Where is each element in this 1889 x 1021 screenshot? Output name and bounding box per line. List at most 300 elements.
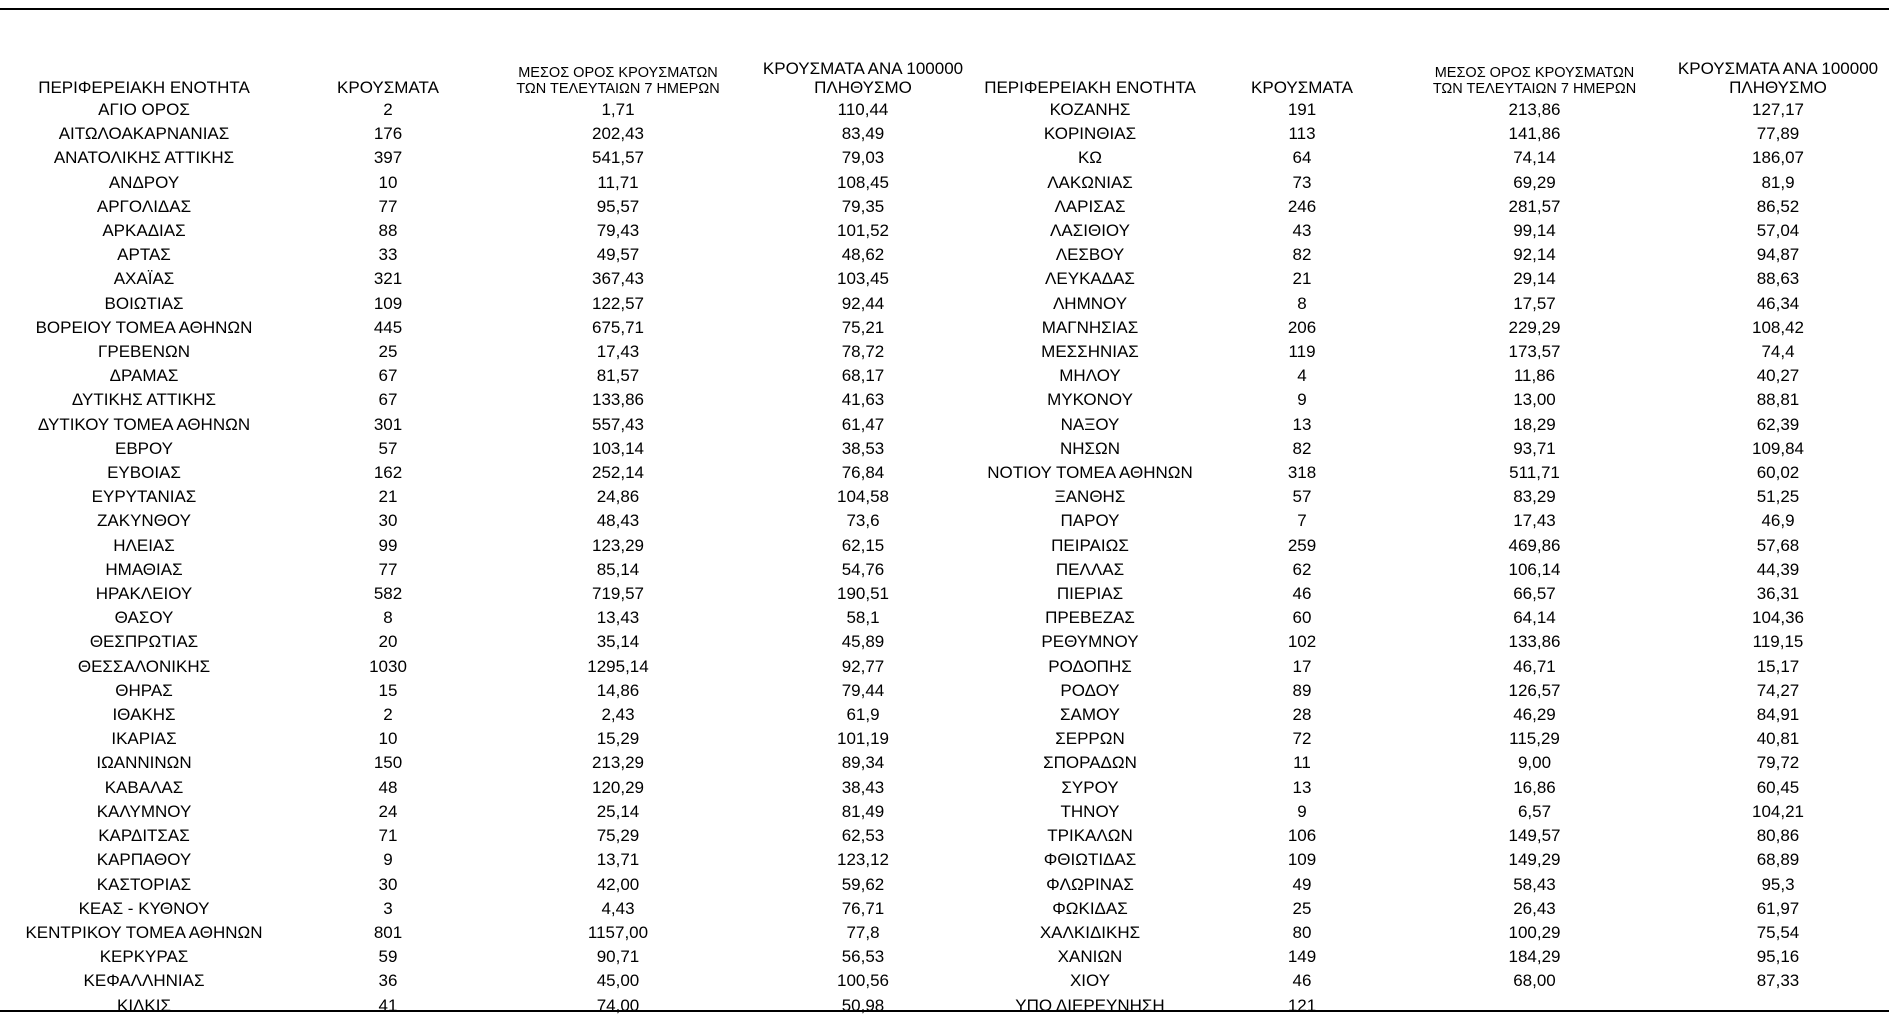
cases-cell-left: 99 [378,535,398,555]
region-cell-left: ΚΑΡΠΑΘΟΥ [96,850,192,870]
region-cell-right: ΧΑΝΙΩΝ [1057,947,1123,967]
avg7-cell-left: 11,71 [597,172,639,192]
avg7-cell-right: 11,86 [1513,366,1556,386]
per100k-cell-right: 127,17 [1752,100,1804,119]
per100k-cell-right: 79,72 [1756,753,1800,773]
region-cell-right: ΛΕΥΚΑΔΑΣ [1045,269,1135,289]
cases-cell-left: 9 [383,850,393,870]
region-cell-left: ΑΧΑΪΑΣ [113,269,175,289]
regional-cases-table [0,50,1889,1018]
per100k-cell-left: 123,12 [837,850,889,870]
per100k-cell-right: 81,9 [1761,172,1795,192]
header-per100k-right: ΚΡΟΥΣΜΑΤΑ ΑΝΑ 100000 ΠΛΗΘΥΣΜΟ [1677,58,1879,98]
table-row [0,292,1889,316]
per100k-cell-right: 94,87 [1756,245,1800,265]
table-row [0,388,1889,412]
per100k-cell-left: 92,77 [841,656,885,676]
per100k-cell-left: 59,62 [841,874,885,894]
table-row [0,316,1889,340]
per100k-cell-right: 40,27 [1756,366,1800,386]
per100k-cell-right: 44,39 [1756,559,1800,579]
cases-cell-right: 109 [1287,850,1317,870]
cases-cell-left: 36 [378,971,398,991]
region-cell-left: ΚΕΝΤΡΙΚΟΥ ΤΟΜΕΑ ΑΘΗΝΩΝ [25,922,263,942]
per100k-cell-right [1667,994,1889,1018]
bottom-border-line [0,1010,1889,1012]
per100k-cell-left: 56,53 [841,947,885,967]
table-row [0,558,1889,582]
table-row [0,800,1889,824]
table-row [0,776,1889,800]
cases-cell-right: 191 [1287,100,1317,119]
avg7-cell-right: 93,71 [1513,438,1556,458]
per100k-cell-right: 36,31 [1756,584,1800,604]
cases-cell-right: 119 [1288,342,1316,362]
cases-cell-left: 48 [378,777,398,797]
cases-cell-left: 10 [378,729,398,749]
per100k-cell-right: 119,15 [1752,632,1804,652]
header-cases-left: ΚΡΟΥΣΜΑΤΑ [337,78,439,98]
per100k-cell-right: 57,68 [1756,535,1800,555]
per100k-cell-right: 109,84 [1752,438,1804,458]
table-row [0,703,1889,727]
avg7-cell-right: 68,00 [1513,971,1556,991]
cases-cell-left: 582 [373,584,403,604]
per100k-cell-left: 83,49 [841,124,885,144]
cases-cell-right: 259 [1287,535,1317,555]
cases-cell-left: 67 [378,390,398,410]
per100k-cell-right: 108,42 [1752,317,1804,337]
avg7-cell-right: 17,43 [1513,511,1556,531]
table-row [0,679,1889,703]
cases-cell-left: 71 [378,826,398,846]
region-cell-right: ΛΑΡΙΣΑΣ [1054,196,1126,216]
cases-cell-right: 106 [1287,826,1317,846]
cases-cell-left: 1030 [369,656,407,676]
avg7-cell-left: 17,43 [596,342,640,362]
region-cell-right: ΣΠΟΡΑΔΩΝ [1043,753,1137,773]
avg7-cell-left: 252,14 [592,463,644,483]
region-cell-right: ΧΑΛΚΙΔΙΚΗΣ [1039,922,1141,942]
avg7-cell-left: 2,43 [601,705,635,725]
avg7-cell-right: 46,29 [1513,705,1556,725]
table-row [0,921,1889,945]
avg7-cell-right: 69,29 [1513,172,1556,192]
per100k-cell-left: 62,15 [841,535,885,555]
per100k-cell-left: 79,03 [841,148,885,168]
cases-cell-left: 3 [383,898,393,918]
avg7-cell-right: 66,57 [1513,584,1556,604]
avg7-cell-right: 6,57 [1517,801,1552,821]
cases-cell-left: 445 [373,317,403,337]
avg7-cell-left: 675,71 [592,317,644,337]
header-avg7-right: ΜΕΣΟΣ ΟΡΟΣ ΚΡΟΥΣΜΑΤΩΝ ΤΩΝ ΤΕΛΕΥΤΑΙΩΝ 7 ΗΜΕΡΩΝ [1432,64,1637,98]
per100k-cell-left: 101,19 [837,729,889,749]
per100k-cell-left: 79,35 [841,196,885,216]
table-row [0,751,1889,775]
cases-cell-left: 2 [383,705,393,725]
table-row [0,824,1889,848]
cases-cell-right: 28 [1292,705,1312,725]
cases-cell-left: 2 [383,100,393,119]
region-cell-left: ΑΓΙΟ ΟΡΟΣ [98,100,190,119]
cases-cell-right: 7 [1297,511,1307,531]
per100k-cell-left: 101,52 [837,221,889,241]
region-cell-right: ΠΡΕΒΕΖΑΣ [1045,608,1135,628]
avg7-cell-left: 367,43 [592,269,644,289]
avg7-cell-left: 123,29 [592,535,644,555]
avg7-cell-left: 45,00 [596,971,640,991]
avg7-cell-left: 557,43 [592,414,644,434]
table-row [0,195,1889,219]
avg7-cell-left: 79,43 [596,221,640,241]
region-cell-right: ΝΗΣΩΝ [1059,438,1121,458]
per100k-cell-left: 89,34 [841,753,885,773]
region-cell-right: ΝΑΞΟΥ [1060,414,1120,434]
region-cell-left: ΚΑΡΔΙΤΣΑΣ [98,826,190,846]
avg7-cell-left: 13,43 [596,608,640,628]
avg7-cell-right: 173,57 [1508,342,1561,362]
cases-cell-right: 62 [1292,559,1312,579]
region-cell-left: ΑΡΤΑΣ [117,245,171,265]
avg7-cell-right: 18,29 [1513,414,1556,434]
cases-cell-left: 25 [378,342,398,362]
cases-cell-right: 46 [1292,584,1312,604]
cases-cell-right: 11 [1293,753,1311,773]
avg7-cell-left: 122,57 [592,293,644,313]
cases-cell-right: 64 [1292,148,1312,168]
region-cell-left: ΚΑΒΑΛΑΣ [104,777,184,797]
region-cell-left: ΚΙΛΚΙΣ [117,995,171,1015]
region-cell-left: ΑΡΚΑΔΙΑΣ [102,221,186,241]
per100k-cell-left: 41,63 [841,390,885,410]
per100k-cell-right: 46,9 [1761,511,1795,531]
cases-cell-right: 60 [1292,608,1312,628]
region-cell-left: ΘΕΣΠΡΩΤΙΑΣ [89,632,199,652]
avg7-cell-right: 74,14 [1513,148,1556,168]
per100k-cell-left: 100,56 [837,971,889,991]
cases-cell-left: 8 [383,608,393,628]
avg7-cell-right: 29,14 [1513,269,1556,289]
region-cell-left: ΙΩΑΝΝΙΝΩΝ [96,753,192,773]
avg7-cell-right [1402,994,1667,1018]
avg7-cell-left: 213,29 [592,753,644,773]
region-cell-left: ΑΝΔΡΟΥ [108,172,180,192]
table-row [0,98,1889,122]
avg7-cell-right: 13,00 [1513,390,1556,410]
region-cell-right: ΚΟΡΙΝΘΙΑΣ [1043,124,1137,144]
per100k-cell-left: 54,76 [841,559,885,579]
top-border-line [0,8,1889,10]
cases-cell-right: 25 [1292,898,1312,918]
avg7-cell-right: 511,71 [1509,463,1560,483]
per100k-cell-left: 58,1 [846,608,880,628]
per100k-cell-left: 76,84 [841,463,885,483]
cases-cell-left: 33 [378,245,398,265]
table-row [0,630,1889,654]
per100k-cell-right: 77,89 [1756,124,1800,144]
avg7-cell-right: 16,86 [1513,777,1556,797]
table-row [0,509,1889,533]
region-cell-right: ΦΘΙΩΤΙΔΑΣ [1043,850,1137,870]
avg7-cell-left: 81,57 [596,366,640,386]
region-cell-left: ΑΡΓΟΛΙΔΑΣ [96,196,192,216]
avg7-cell-left: 95,57 [596,196,640,216]
region-cell-left: ΒΟΙΩΤΙΑΣ [104,293,184,313]
avg7-cell-left: 1295,14 [587,656,649,676]
per100k-cell-right: 46,34 [1756,293,1800,313]
per100k-cell-right: 80,86 [1756,826,1800,846]
cases-cell-right: 57 [1292,487,1312,507]
region-cell-left: ΕΥΒΟΙΑΣ [107,463,181,483]
cases-cell-left: 109 [373,293,403,313]
header-row [0,50,1889,98]
avg7-cell-left: 1157,00 [587,922,649,942]
per100k-cell-right: 57,04 [1756,221,1800,241]
cases-cell-left: 30 [378,511,398,531]
cases-cell-left: 162 [373,463,403,483]
region-cell-left: ΚΕΑΣ - ΚΥΘΝΟΥ [78,898,210,918]
region-cell-right: ΣΕΡΡΩΝ [1055,729,1125,749]
region-cell-right: ΛΕΣΒΟΥ [1055,245,1125,265]
region-cell-right: ΦΩΚΙΔΑΣ [1052,898,1128,918]
header-per100k-left: ΚΡΟΥΣΜΑΤΑ ΑΝΑ 100000 ΠΛΗΘΥΣΜΟ [762,58,964,98]
header-cases-right: ΚΡΟΥΣΜΑΤΑ [1251,78,1353,98]
avg7-cell-left: 4,43 [601,898,635,918]
per100k-cell-left: 108,45 [837,172,889,192]
avg7-cell-right: 126,57 [1508,680,1561,700]
per100k-cell-right: 15,17 [1756,656,1800,676]
region-cell-right: ΜΥΚΟΝΟΥ [1047,390,1133,410]
region-cell-right: ΣΥΡΟΥ [1061,777,1119,797]
region-cell-right: ΣΑΜΟΥ [1059,705,1121,725]
region-cell-right: ΜΕΣΣΗΝΙΑΣ [1041,342,1139,362]
avg7-cell-right: 46,71 [1513,656,1556,676]
per100k-cell-left: 38,53 [841,438,885,458]
cases-cell-right: 8 [1297,293,1307,313]
avg7-cell-left: 49,57 [596,245,640,265]
avg7-cell-left: 25,14 [596,801,640,821]
avg7-cell-right: 83,29 [1513,487,1556,507]
table-row [0,267,1889,291]
cases-cell-right: 46 [1292,971,1312,991]
region-cell-left: ΑΝΑΤΟΛΙΚΗΣ ΑΤΤΙΚΗΣ [53,148,235,168]
cases-cell-left: 10 [378,172,398,192]
table-row [0,461,1889,485]
per100k-cell-left: 104,58 [837,487,889,507]
cases-cell-right: 9 [1297,801,1307,821]
avg7-cell-right: 281,57 [1508,196,1561,216]
per100k-cell-right: 104,36 [1752,608,1804,628]
per100k-cell-left: 190,51 [837,584,889,604]
per100k-cell-left: 68,17 [841,366,885,386]
cases-cell-left: 176 [373,124,403,144]
cases-cell-right: 121 [1287,995,1317,1015]
per100k-cell-right: 88,63 [1756,269,1800,289]
avg7-cell-left: 120,29 [592,777,644,797]
region-cell-left: ΗΛΕΙΑΣ [113,535,175,555]
avg7-cell-left: 133,86 [592,390,644,410]
header-avg7-left: ΜΕΣΟΣ ΟΡΟΣ ΚΡΟΥΣΜΑΤΩΝ ΤΩΝ ΤΕΛΕΥΤΑΙΩΝ 7 ΗΜΕΡΩΝ [516,64,720,98]
table-row [0,873,1889,897]
avg7-cell-left: 48,43 [596,511,640,531]
cases-cell-right: 102 [1287,632,1317,652]
table-row [0,945,1889,969]
avg7-cell-right: 92,14 [1513,245,1556,265]
region-cell-right: ΤΗΝΟΥ [1060,801,1120,821]
region-cell-right: ΠΕΛΛΑΣ [1055,559,1125,579]
region-cell-left: ΔΥΤΙΚΟΥ ΤΟΜΕΑ ΑΘΗΝΩΝ [37,414,251,434]
region-cell-right: ΝΟΤΙΟΥ ΤΟΜΕΑ ΑΘΗΝΩΝ [987,463,1193,483]
per100k-cell-left: 110,44 [837,100,889,119]
table-row [0,171,1889,195]
avg7-cell-right: 149,57 [1508,826,1561,846]
region-cell-left: ΘΑΣΟΥ [114,608,174,628]
region-cell-right: ΠΙΕΡΙΑΣ [1056,584,1124,604]
cases-cell-right: 80 [1292,922,1312,942]
per100k-cell-right: 51,25 [1756,487,1800,507]
table-row [0,606,1889,630]
region-cell-right: ΠΑΡΟΥ [1060,511,1120,531]
per100k-cell-right: 60,45 [1756,777,1800,797]
cases-cell-right: 72 [1292,729,1312,749]
region-cell-left: ΔΥΤΙΚΗΣ ΑΤΤΙΚΗΣ [71,390,217,410]
cases-cell-right: 9 [1297,390,1307,410]
per100k-cell-left: 77,8 [846,922,880,942]
per100k-cell-right: 88,81 [1756,390,1800,410]
avg7-cell-right: 64,14 [1513,608,1556,628]
region-cell-right: ΛΑΣΙΘΙΟΥ [1050,221,1130,241]
cases-cell-left: 321 [373,269,403,289]
cases-cell-right: 318 [1287,463,1317,483]
per100k-cell-left: 81,49 [841,801,885,821]
cases-cell-right: 49 [1292,874,1312,894]
region-cell-left: ΔΡΑΜΑΣ [109,366,179,386]
avg7-cell-left: 90,71 [596,947,640,967]
cases-cell-left: 301 [373,414,403,434]
per100k-cell-left: 75,21 [841,317,885,337]
avg7-cell-right: 141,86 [1508,124,1561,144]
region-cell-left: ΓΡΕΒΕΝΩΝ [98,342,190,362]
cases-cell-right: 206 [1287,317,1317,337]
avg7-cell-left: 103,14 [592,438,644,458]
cases-cell-right: 43 [1292,221,1312,241]
per100k-cell-right: 74,27 [1756,680,1800,700]
cases-cell-right: 17 [1292,656,1312,676]
region-cell-right: ΦΛΩΡΙΝΑΣ [1046,874,1134,894]
cases-cell-left: 397 [373,148,403,168]
region-cell-left: ΕΥΡΥΤΑΝΙΑΣ [91,487,197,507]
cases-cell-left: 59 [378,947,398,967]
per100k-cell-right: 86,52 [1756,196,1800,216]
per100k-cell-left: 38,43 [841,777,885,797]
avg7-cell-left: 35,14 [596,632,640,652]
region-cell-right: ΡΟΔΟΠΗΣ [1048,656,1132,676]
cases-cell-left: 15 [378,680,398,700]
cases-cell-right: 21 [1292,269,1312,289]
cases-cell-right: 149 [1287,947,1317,967]
cases-cell-left: 150 [373,753,403,773]
table-row [0,413,1889,437]
cases-cell-right: 13 [1292,777,1312,797]
region-cell-left: ΘΗΡΑΣ [115,680,173,700]
cases-cell-left: 88 [378,221,398,241]
header-region-left: ΠΕΡΙΦΕΡΕΙΑΚΗ ΕΝΟΤΗΤΑ [38,78,250,98]
region-cell-right: ΡΟΔΟΥ [1060,680,1120,700]
avg7-cell-right: 149,29 [1508,850,1561,870]
cases-cell-right: 4 [1297,366,1307,386]
table-row [0,848,1889,872]
table-row [0,219,1889,243]
cases-cell-right: 73 [1292,172,1312,192]
table-row [0,146,1889,170]
avg7-cell-left: 541,57 [592,148,644,168]
avg7-cell-left: 14,86 [596,680,640,700]
per100k-cell-left: 76,71 [841,898,885,918]
per100k-cell-right: 62,39 [1756,414,1800,434]
avg7-cell-right: 133,86 [1508,632,1561,652]
cases-cell-right: 113 [1288,124,1316,144]
avg7-cell-right: 100,29 [1508,922,1561,942]
table-row [0,655,1889,679]
cases-cell-right: 13 [1292,414,1312,434]
per100k-cell-right: 95,3 [1761,874,1795,894]
per100k-cell-left: 62,53 [841,826,885,846]
table-body [0,98,1889,1018]
region-cell-right: ΧΙΟΥ [1069,971,1111,991]
cases-cell-left: 21 [378,487,398,507]
table-row [0,364,1889,388]
avg7-cell-right: 26,43 [1513,898,1556,918]
table-row [0,969,1889,993]
table-row [0,243,1889,267]
region-cell-left: ΖΑΚΥΝΘΟΥ [97,511,191,531]
avg7-cell-right: 229,29 [1508,317,1561,337]
avg7-cell-right: 58,43 [1513,874,1556,894]
per100k-cell-right: 60,02 [1756,463,1800,483]
region-cell-left: ΚΑΣΤΟΡΙΑΣ [96,874,192,894]
per100k-cell-left: 61,9 [846,705,880,725]
per100k-cell-right: 40,81 [1756,729,1800,749]
avg7-cell-left: 202,43 [592,124,644,144]
table-row [0,897,1889,921]
avg7-cell-right: 106,14 [1508,559,1561,579]
avg7-cell-right: 115,29 [1509,729,1560,749]
table-row [0,727,1889,751]
per100k-cell-left: 103,45 [837,269,889,289]
region-cell-left: ΙΘΑΚΗΣ [112,705,176,725]
region-cell-left: ΒΟΡΕΙΟΥ ΤΟΜΕΑ ΑΘΗΝΩΝ [35,317,253,337]
avg7-cell-left: 42,00 [596,874,640,894]
region-cell-left: ΕΒΡΟΥ [114,438,174,458]
avg7-cell-left: 15,29 [596,729,640,749]
region-cell-right: ΥΠΟ ΔΙΕΡΕΥΝΗΣΗ [1015,995,1165,1015]
region-cell-right: ΠΕΙΡΑΙΩΣ [1051,535,1129,555]
per100k-cell-right: 95,16 [1756,947,1800,967]
cases-cell-left: 77 [378,559,398,579]
region-cell-right: ΚΟΖΑΝΗΣ [1049,100,1131,119]
cases-cell-right: 246 [1287,196,1317,216]
per100k-cell-right: 74,4 [1761,342,1795,362]
table-row [0,122,1889,146]
region-cell-left: ΗΜΑΘΙΑΣ [105,559,183,579]
table-row [0,485,1889,509]
cases-cell-left: 67 [378,366,398,386]
cases-cell-left: 41 [378,995,398,1015]
region-cell-right: ΜΑΓΝΗΣΙΑΣ [1041,317,1139,337]
per100k-cell-left: 92,44 [841,293,885,313]
region-cell-right: ΛΑΚΩΝΙΑΣ [1047,172,1133,192]
